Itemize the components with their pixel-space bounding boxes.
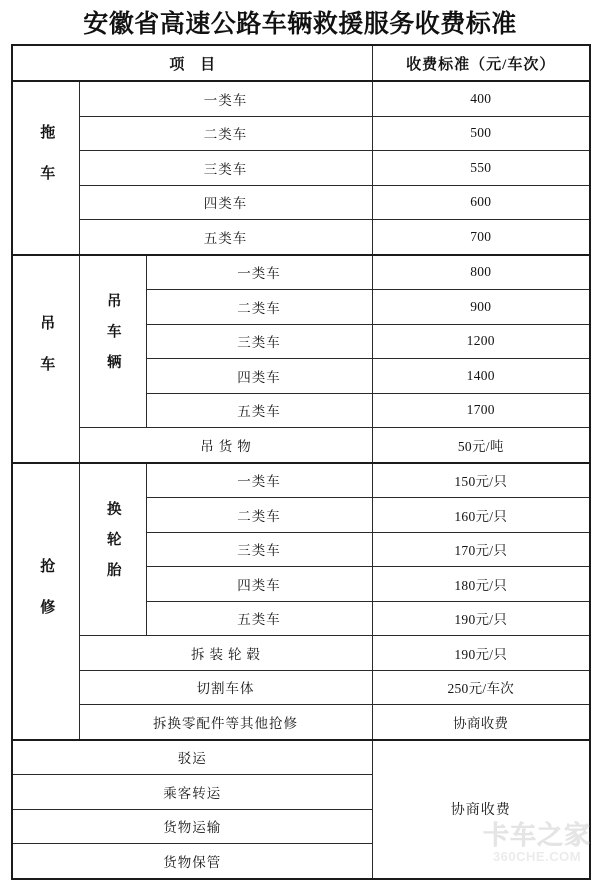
row-label: 三类车 (146, 324, 372, 359)
row-label: 五类车 (79, 220, 372, 255)
table-header-row (12, 45, 590, 81)
row-label: 二类车 (79, 116, 372, 151)
negotiated-fee: 协商收费 (372, 740, 590, 879)
watermark-brand-en: 360CHE.COM (492, 849, 582, 864)
row-label: 乘客转运 (12, 775, 372, 810)
row-label: 五类车 (146, 393, 372, 428)
fee-standard-table (11, 44, 591, 880)
row-label: 三类车 (79, 151, 372, 186)
row-label: 驳运 (12, 740, 372, 775)
row-label: 一类车 (146, 463, 372, 498)
row-label: 切割车体 (79, 670, 372, 705)
row-label: 一类车 (146, 255, 372, 290)
table-row (12, 81, 590, 116)
table-row (12, 255, 590, 290)
table-row (12, 740, 590, 775)
row-fee: 50元/吨 (372, 428, 590, 463)
table-row (12, 463, 590, 498)
row-label: 拆装轮毂 (79, 636, 372, 671)
table-row (12, 428, 590, 463)
category-tow-label: 拖车 (38, 124, 55, 207)
table-row (12, 705, 590, 740)
row-fee: 250元/车次 (372, 670, 590, 705)
row-label: 五类车 (146, 601, 372, 636)
row-label: 四类车 (146, 359, 372, 394)
watermark-brand-cn: 卡车之家 (482, 820, 591, 850)
row-label: 货物运输 (12, 809, 372, 844)
page-title: 安徽省高速公路车辆救援服务收费标准 (83, 11, 517, 38)
row-fee: 160元/只 (372, 498, 590, 533)
row-fee: 1700 (372, 393, 590, 428)
category-repair-label: 抢修 (38, 557, 55, 640)
header-item: 项 目 (12, 45, 372, 81)
row-fee: 700 (372, 220, 590, 255)
row-label: 一类车 (79, 81, 372, 116)
subcategory-tire-change-label: 换轮胎 (104, 501, 121, 593)
subcategory-crane-vehicle-label: 吊车辆 (104, 293, 121, 385)
category-repair (12, 463, 79, 740)
table-row (12, 151, 590, 186)
row-fee: 600 (372, 185, 590, 220)
table-row (12, 670, 590, 705)
row-label: 拆换零配件等其他抢修 (79, 705, 372, 740)
row-label: 四类车 (79, 185, 372, 220)
row-fee: 1400 (372, 359, 590, 394)
row-fee: 190元/只 (372, 636, 590, 671)
category-crane (12, 255, 79, 463)
row-fee: 190元/只 (372, 601, 590, 636)
row-label: 货物保管 (12, 844, 372, 879)
row-fee: 1200 (372, 324, 590, 359)
table-row (12, 636, 590, 671)
table-row (12, 116, 590, 151)
row-fee: 协商收费 (372, 705, 590, 740)
row-fee: 180元/只 (372, 567, 590, 602)
row-label: 四类车 (146, 567, 372, 602)
row-fee: 170元/只 (372, 532, 590, 567)
table-row (12, 220, 590, 255)
table-row (12, 185, 590, 220)
row-fee: 400 (372, 81, 590, 116)
row-fee: 550 (372, 151, 590, 186)
row-label: 二类车 (146, 290, 372, 325)
subcategory-tire-change (79, 463, 146, 636)
category-crane-label: 吊车 (38, 315, 55, 397)
row-fee: 150元/只 (372, 463, 590, 498)
row-label: 三类车 (146, 532, 372, 567)
category-tow (12, 81, 79, 255)
row-fee: 800 (372, 255, 590, 290)
row-fee: 900 (372, 290, 590, 325)
header-fee: 收费标准（元/车次） (372, 45, 590, 81)
subcategory-crane-vehicle (79, 255, 146, 428)
row-fee: 500 (372, 116, 590, 151)
row-label: 二类车 (146, 498, 372, 533)
row-label: 吊货物 (79, 428, 372, 463)
